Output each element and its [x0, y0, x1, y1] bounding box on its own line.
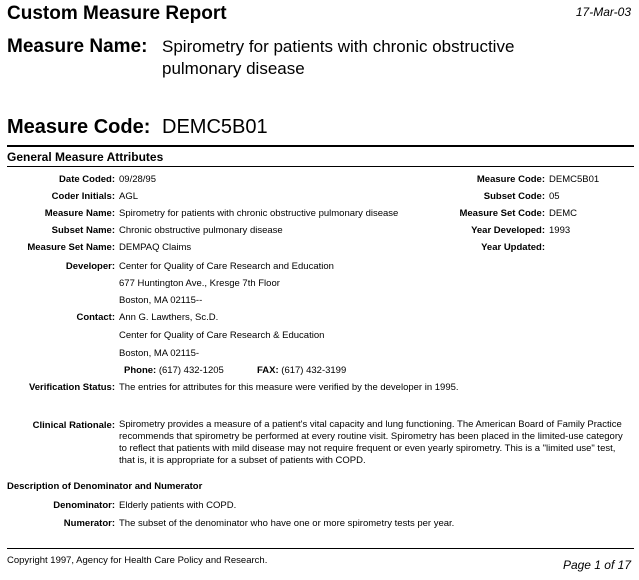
- contact-line-3: Boston, MA 02115-: [119, 348, 200, 359]
- year-developed-value: 1993: [549, 225, 571, 236]
- measure-set-code-label: Measure Set Code:: [459, 208, 545, 219]
- measure-set-name-label: Measure Set Name:: [27, 242, 115, 253]
- subset-name-label: Subset Name:: [51, 225, 115, 236]
- verification-status-value: The entries for attributes for this measure were verified by the developer in 1995.: [119, 382, 459, 393]
- denominator-label: Denominator:: [53, 500, 115, 511]
- measure-name-field-value: Spirometry for patients with chronic obstructive pulmonary disease: [119, 208, 399, 219]
- date-coded-label: Date Coded:: [59, 174, 115, 185]
- fax-label: FAX:: [257, 365, 279, 376]
- footer-copyright: Copyright 1997, Agency for Health Care Policy and Research.: [7, 555, 268, 566]
- subset-name-value: Chronic obstructive pulmonary disease: [119, 225, 283, 236]
- developer-line-1: Center for Quality of Care Research and Education: [119, 261, 334, 272]
- numerator-label: Numerator:: [63, 518, 115, 529]
- coder-initials-value: AGL: [119, 191, 139, 202]
- denominator-value: Elderly patients with COPD.: [119, 500, 237, 511]
- measure-code-field-value: DEMC5B01: [549, 174, 600, 185]
- contact-line-1: Ann G. Lawthers, Sc.D.: [119, 312, 219, 323]
- measure-code-field-label: Measure Code:: [476, 174, 545, 185]
- top-divider: [7, 145, 634, 147]
- verification-status-label: Verification Status:: [28, 382, 115, 393]
- contact-fax: [257, 365, 346, 376]
- page-number: Page 1 of 17: [562, 558, 631, 572]
- measure-set-code-value: DEMC: [549, 208, 577, 219]
- measure-name-line-2: pulmonary disease: [162, 59, 305, 78]
- contact-label: Contact:: [76, 312, 115, 323]
- section-heading: General Measure Attributes: [7, 150, 164, 164]
- developer-line-2: 677 Huntington Ave., Kresge 7th Floor: [119, 278, 280, 289]
- report-date: 17-Mar-03: [575, 5, 631, 19]
- year-developed-label: Year Developed:: [471, 225, 545, 236]
- subset-code-label: Subset Code:: [483, 191, 545, 202]
- contact-phone: [124, 365, 224, 376]
- footer-divider: [7, 548, 634, 549]
- measure-set-name-value: DEMPAQ Claims: [119, 242, 192, 253]
- report-title: Custom Measure Report: [7, 3, 227, 24]
- clinical-rationale-label: Clinical Rationale:: [32, 420, 115, 431]
- measure-name-heading-value: [162, 36, 602, 80]
- numerator-value: The subset of the denominator who have one or more spirometry tests per year.: [119, 518, 455, 529]
- measure-name-heading-label: Measure Name:: [7, 36, 148, 57]
- phone-label: Phone:: [124, 365, 157, 376]
- phone-value: (617) 432-1205: [158, 365, 224, 376]
- contact-line-2: Center for Quality of Care Research & Education: [119, 330, 325, 341]
- measure-code-heading-value: DEMC5B01: [162, 116, 268, 138]
- coder-initials-label: Coder Initials:: [51, 191, 115, 202]
- measure-name-field-label: Measure Name:: [44, 208, 115, 219]
- denominator-numerator-heading: Description of Denominator and Numerator: [7, 481, 203, 492]
- measure-name-line-1: Spirometry for patients with chronic obstructive: [162, 37, 515, 56]
- fax-value: (617) 432-3199: [281, 365, 347, 376]
- subset-code-value: 05: [549, 191, 560, 202]
- developer-label: Developer:: [65, 261, 115, 272]
- section-divider: [7, 166, 634, 167]
- year-updated-label: Year Updated:: [481, 242, 545, 253]
- date-coded-value: 09/28/95: [119, 174, 156, 185]
- developer-line-3: Boston, MA 02115--: [119, 295, 203, 306]
- measure-code-heading-label: Measure Code:: [7, 116, 151, 138]
- clinical-rationale-text: Spirometry provides a measure of a patient's vital capacity and lung functioning. The American Board of Family Practice recommends that spirometry be performed at every routine visit. Spirometry has been placed in the limited-use category to reflect that patients with mild disease may not require frequent or even yearly spirometry. This is a "limited use" test, that is, it is appropriate for a subset of patients with COPD.: [119, 419, 623, 466]
